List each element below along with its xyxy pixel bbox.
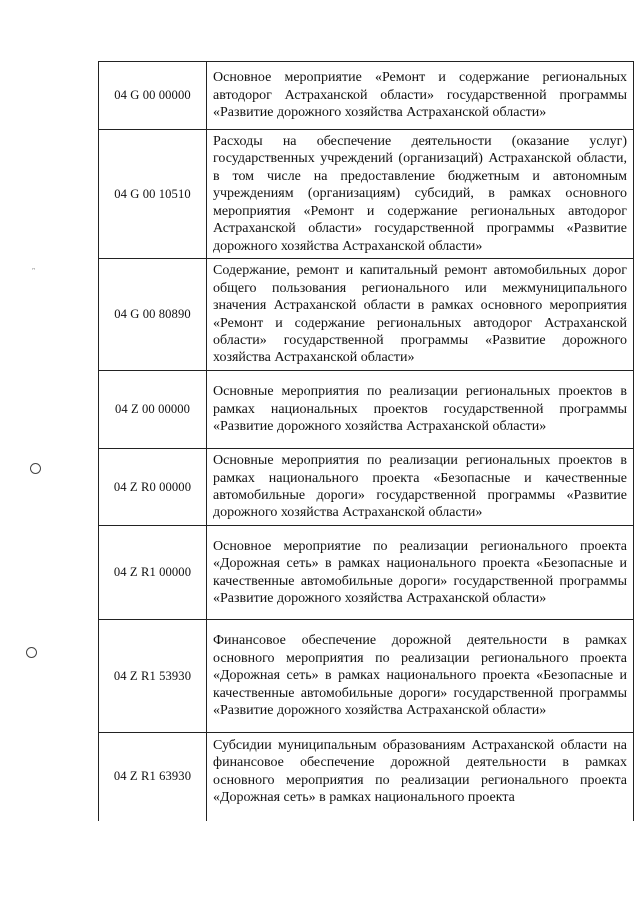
table-row [99,371,634,449]
budget-codes-table [98,61,634,821]
classification-code: 04 G 00 00000 [99,62,207,130]
code-description: Субсидии муниципальным образованиям Астраханской области на финансовое обеспечение дорожной деятельности в рамках основного мероприятия по реализации регионального проекта «Дорожная сеть» в рамках национального проекта [207,733,634,821]
table-row [99,130,634,259]
table-row [99,259,634,371]
code-description: Основные мероприятия по реализации региональных проектов в рамках национального проекта «Безопасные и качественные автомобильные дороги» государственной программы «Развитие дорожного хозяйства Астраханской области» [207,449,634,526]
punch-hole [26,647,37,658]
table-row [99,733,634,821]
classification-code: 04 Z R0 00000 [99,449,207,526]
table-row [99,62,634,130]
classification-code: 04 Z R1 53930 [99,620,207,733]
code-description: Содержание, ремонт и капитальный ремонт автомобильных дорог общего пользования регионального или межмуниципального значения Астраханской области в рамках основного мероприятия «Ремонт и содержание региональных автодорог Астраханской области» государственной программы «Развитие дорожного хозяйства Астраханской области» [207,259,634,371]
code-description: Основное мероприятие по реализации регионального проекта «Дорожная сеть» в рамках национального проекта «Безопасные и качественные автомобильные дороги» государственной программы «Развитие дорожного хозяйства Астраханской области» [207,526,634,620]
scan-mark: ᵔ [32,265,36,277]
classification-code: 04 Z R1 00000 [99,526,207,620]
classification-code: 04 G 00 80890 [99,259,207,371]
code-description: Основные мероприятия по реализации региональных проектов в рамках национальных проектов государственной программы «Развитие дорожного хозяйства Астраханской области» [207,371,634,449]
classification-code: 04 G 00 10510 [99,130,207,259]
code-description: Финансовое обеспечение дорожной деятельности в рамках основного мероприятия по реализации регионального проекта «Дорожная сеть» в рамках национального проекта «Безопасные и качественные автомобильные дороги» государственной программы «Развитие дорожного хозяйства Астраханской области» [207,620,634,733]
punch-hole [30,463,41,474]
classification-code: 04 Z 00 00000 [99,371,207,449]
code-description: Основное мероприятие «Ремонт и содержание региональных автодорог Астраханской области» государственной программы «Развитие дорожного хозяйства Астраханской области» [207,62,634,130]
table-row [99,526,634,620]
code-description: Расходы на обеспечение деятельности (оказание услуг) государственных учреждений (организаций) Астраханской области, в том числе на предоставление бюджетным и автономным учреждениям (организациям) субсидий, в рамках основного мероприятия «Ремонт и содержание региональных автодорог Астраханской области» государственной программы «Развитие дорожного хозяйства Астраханской области» [207,130,634,259]
table-row [99,620,634,733]
table-row [99,449,634,526]
classification-code: 04 Z R1 63930 [99,733,207,821]
